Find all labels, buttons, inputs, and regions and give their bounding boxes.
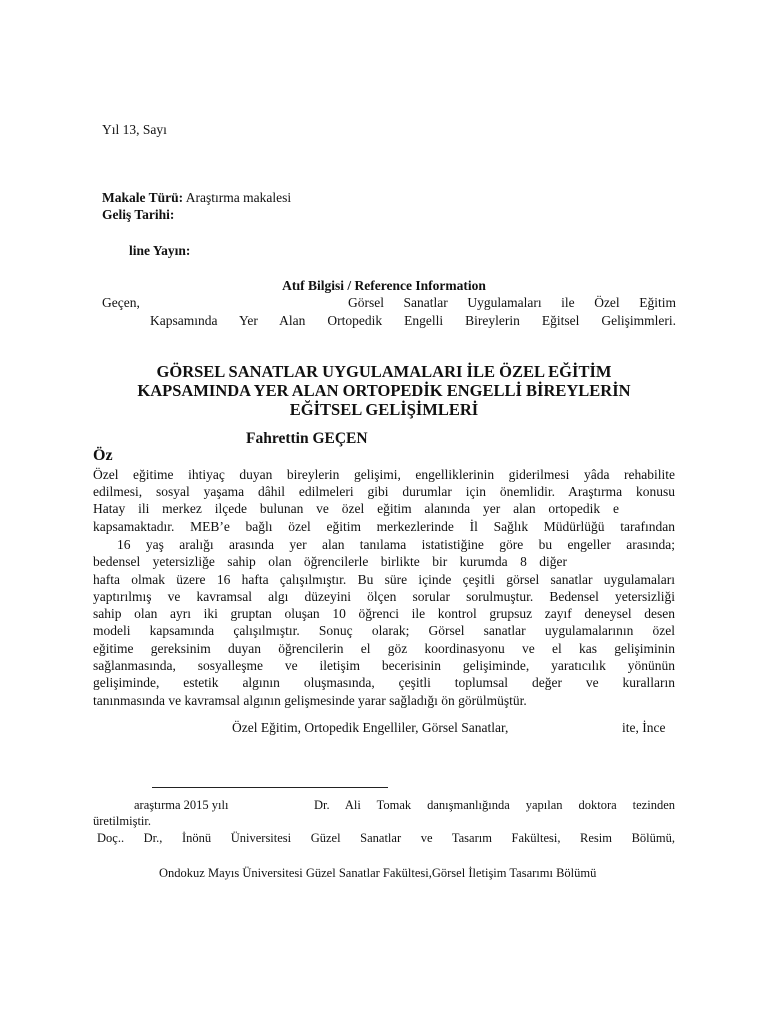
abstract-line: gelişiminde, estetik algının oluşmasında, çeşitli toplumsal değer ve kuralların <box>93 675 675 690</box>
abstract-line: eğitime gereksinim duyan öğrencilerin el göz koordinasyonu ve el kas gelişiminin <box>93 641 675 656</box>
footnote-2: Doç.. Dr., İnönü Üniversitesi Güzel Sanatlar ve Tasarım Fakültesi, Resim Bölümü, <box>97 831 675 845</box>
abstract-line: Hatay ili merkez ilçede bulunan ve özel eğitim alanında yer alan ortopedik e <box>93 501 619 516</box>
title-line: GÖRSEL SANATLAR UYGULAMALARI İLE ÖZEL EĞİTİM <box>156 362 612 381</box>
abstract-line: bedensel yetersizliğe sahip olan öğrencilerle birlikte bir kurumda 8 diğer <box>93 554 567 569</box>
article-type-value: Araştırma makalesi <box>185 190 292 205</box>
title-line: EĞİTSEL GELİŞİMLERİ <box>289 400 479 419</box>
citation-heading: Atıf Bilgisi / Reference Information <box>282 278 486 293</box>
article-title <box>90 362 678 419</box>
abstract-line: tanınmasında ve kavramsal algının gelişmesinde yarar sağladığı ön görülmüştür. <box>93 693 527 708</box>
issue-info: Yıl 13, Sayı <box>102 122 167 137</box>
footnote-separator <box>152 787 388 788</box>
abstract-line: 16 yaş aralığı arasında yer alan tanılama istatistiğine göre bu engeller arasında; <box>117 537 675 552</box>
abstract-line: hafta olmak üzere 16 hafta çalışılmıştır. Bu süre içinde çeşitli görsel sanatlar uygulamaları <box>93 572 675 587</box>
abstract-line: sağlanmasında, sosyalleşme ve iletişim becerisinin gelişiminde, yaratıcılık yönünün <box>93 658 675 673</box>
article-type-label: Makale Türü: <box>102 190 184 205</box>
abstract-line: edilmesi, sosyal yaşama dâhil edilmeleri gibi durumlar için önemlidir. Araştırma konusu <box>93 484 675 499</box>
citation-title-line1: Görsel Sanatlar Uygulamaları ile Özel Eğitim <box>348 295 676 310</box>
abstract-line: yaptırılmış ve kavramsal algı düzeyini ölçen sorular sorulmuştur. Bedensel yetersizliği <box>93 589 675 604</box>
abstract-line: kapsamaktadır. MEB’e bağlı özel eğitim merkezlerinde İl Sağlık Müdürlüğü tarafından <box>93 519 675 534</box>
keywords: Özel Eğitim, Ortopedik Engelliler, Görsel Sanatlar, <box>232 720 509 735</box>
footnote-1-part2: Dr. Ali Tomak danışmanlığında yapılan doktora tezinden <box>314 798 675 812</box>
received-date-label: Geliş Tarihi: <box>102 207 175 222</box>
abstract-line: sahip olan ayrı iki gruptan oluşan 10 öğrenci ile kontrol grupsuz zayıf deneysel desen <box>93 606 675 621</box>
article-type <box>102 189 291 206</box>
keywords-tail: ite, İnce <box>622 720 666 735</box>
abstract-line: modeli kapsamında çalışılmıştır. Sonuç olarak; Görsel sanatlar uygulamalarının özel <box>93 623 675 638</box>
online-publication-label: line Yayın: <box>129 243 191 258</box>
abstract-line: Özel eğitime ihtiyaç duyan bireylerin gelişimi, engelliklerinin giderilmesi yâda rehabilite <box>93 467 675 482</box>
author-name: Fahrettin GEÇEN <box>246 430 368 447</box>
abstract-heading: Öz <box>93 447 113 464</box>
title-line: KAPSAMINDA YER ALAN ORTOPEDİK ENGELLİ BİREYLERİN <box>137 381 631 400</box>
citation-author: Geçen, <box>102 295 140 310</box>
footnote-1-continued: üretilmiştir. <box>93 814 151 828</box>
footnote-3: Ondokuz Mayıs Üniversitesi Güzel Sanatlar Fakültesi,Görsel İletişim Tasarımı Bölümü <box>159 866 597 880</box>
citation-title-line2: Kapsamında Yer Alan Ortopedik Engelli Bireylerin Eğitsel Gelişimmleri. <box>150 313 676 328</box>
footnote-1-part1: araştırma 2015 yılı <box>134 798 229 812</box>
